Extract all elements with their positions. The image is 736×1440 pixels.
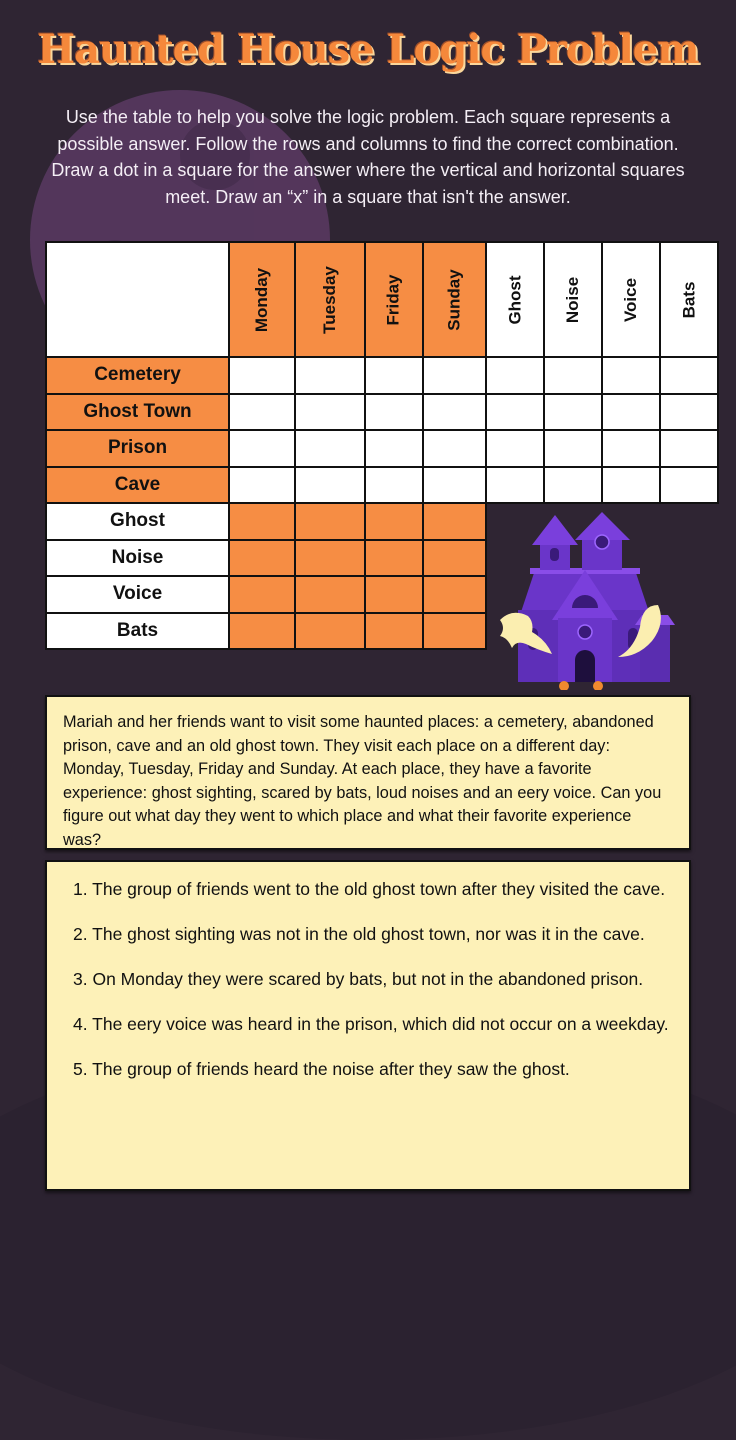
clue-item: 3. On Monday they were scared by bats, but not in the abandoned prison. xyxy=(73,969,644,989)
grid-cell[interactable] xyxy=(423,540,486,577)
grid-cell[interactable] xyxy=(295,430,365,467)
col-header-day: Tuesday xyxy=(295,242,365,357)
grid-cell[interactable] xyxy=(365,357,423,394)
grid-cell[interactable] xyxy=(660,357,718,394)
grid-cell[interactable] xyxy=(365,394,423,431)
grid-cell[interactable] xyxy=(602,430,660,467)
grid-cell[interactable] xyxy=(423,357,486,394)
grid-cell[interactable] xyxy=(295,357,365,394)
row-header-experience: Voice xyxy=(46,576,229,613)
grid-cell[interactable] xyxy=(544,357,602,394)
grid-cell[interactable] xyxy=(229,467,295,504)
grid-header-row xyxy=(46,242,718,357)
grid-corner xyxy=(46,242,229,357)
grid-cell[interactable] xyxy=(229,613,295,650)
row-header-place: Cave xyxy=(46,467,229,504)
place-row xyxy=(46,357,718,394)
instructions-text: Use the table to help you solve the logic problem. Each square represents a possible answer. Follow the rows and columns to find the correct combination. Draw a dot in a square for the answer where the vertical and horizontal squares meet. Draw an “x” in a square that isn't the answer. xyxy=(51,107,685,207)
grid-cell[interactable] xyxy=(365,467,423,504)
grid-cell[interactable] xyxy=(229,576,295,613)
grid-cell[interactable] xyxy=(295,576,365,613)
clue-item: 2. The ghost sighting was not in the old ghost town, nor was it in the cave. xyxy=(73,924,645,944)
col-header-day: Monday xyxy=(229,242,295,357)
grid-cell[interactable] xyxy=(229,430,295,467)
grid-cell[interactable] xyxy=(423,467,486,504)
place-row xyxy=(46,467,718,504)
grid-cell[interactable] xyxy=(423,613,486,650)
grid-cell[interactable] xyxy=(365,613,423,650)
grid-cell[interactable] xyxy=(544,430,602,467)
clue-item: 5. The group of friends heard the noise after they saw the ghost. xyxy=(73,1059,570,1079)
grid-cell[interactable] xyxy=(423,394,486,431)
grid-cell[interactable] xyxy=(365,503,423,540)
clue-item: 4. The eery voice was heard in the prison, which did not occur on a weekday. xyxy=(73,1014,669,1034)
row-header-place: Prison xyxy=(46,430,229,467)
haunted-house-icon xyxy=(490,510,680,690)
grid-cell[interactable] xyxy=(602,357,660,394)
grid-cell[interactable] xyxy=(295,613,365,650)
grid-cell[interactable] xyxy=(544,394,602,431)
grid-cell[interactable] xyxy=(486,357,544,394)
clues-box xyxy=(45,860,691,1191)
row-header-experience: Noise xyxy=(46,540,229,577)
grid-cell[interactable] xyxy=(229,503,295,540)
grid-cell[interactable] xyxy=(423,576,486,613)
story-text: Mariah and her friends want to visit some haunted places: a cemetery, abandoned prison, cave and an old ghost town. They visit each place on a different day: Monday, Tuesday, Friday and Sunday. At each place, they have a favorite experience: ghost sighting, scared by bats, loud noises and an eery voice. Can you figure out what day they went to which place and what their favorite experience was? xyxy=(63,713,662,849)
row-header-place: Cemetery xyxy=(46,357,229,394)
grid-cell[interactable] xyxy=(295,503,365,540)
grid-cell[interactable] xyxy=(295,540,365,577)
place-row xyxy=(46,430,718,467)
grid-cell[interactable] xyxy=(486,467,544,504)
row-header-experience: Bats xyxy=(46,613,229,650)
row-header-experience: Ghost xyxy=(46,503,229,540)
grid-cell[interactable] xyxy=(229,357,295,394)
grid-cell[interactable] xyxy=(660,467,718,504)
grid-cell[interactable] xyxy=(544,467,602,504)
col-header-day: Friday xyxy=(365,242,423,357)
grid-cell[interactable] xyxy=(365,576,423,613)
grid-cell[interactable] xyxy=(660,394,718,431)
grid-cell[interactable] xyxy=(486,430,544,467)
grid-cell[interactable] xyxy=(295,467,365,504)
grid-cell[interactable] xyxy=(423,430,486,467)
grid-cell[interactable] xyxy=(602,394,660,431)
grid-cell[interactable] xyxy=(486,394,544,431)
grid-cell[interactable] xyxy=(229,540,295,577)
clue-item: 1. The group of friends went to the old ghost town after they visited the cave. xyxy=(73,879,666,899)
grid-cell[interactable] xyxy=(365,430,423,467)
grid-cell[interactable] xyxy=(660,430,718,467)
grid-cell[interactable] xyxy=(365,540,423,577)
col-header-experience: Ghost xyxy=(486,242,544,357)
col-header-experience: Voice xyxy=(602,242,660,357)
col-header-experience: Bats xyxy=(660,242,718,357)
story-box xyxy=(45,695,691,850)
row-header-place: Ghost Town xyxy=(46,394,229,431)
grid-cell[interactable] xyxy=(423,503,486,540)
grid-cell[interactable] xyxy=(229,394,295,431)
col-header-experience: Noise xyxy=(544,242,602,357)
place-row xyxy=(46,394,718,431)
grid-cell[interactable] xyxy=(295,394,365,431)
page-title: Haunted House Logic Problem xyxy=(37,26,699,73)
grid-cell[interactable] xyxy=(602,467,660,504)
col-header-day: Sunday xyxy=(423,242,486,357)
